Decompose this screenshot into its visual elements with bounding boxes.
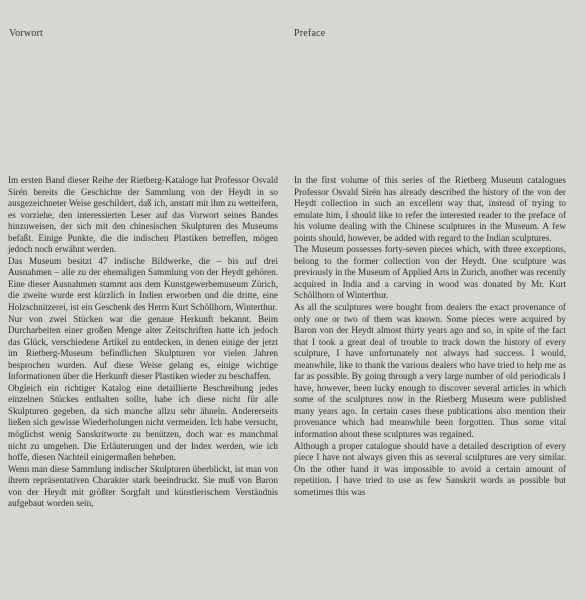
paragraph: In the first volume of this series of the Rietberg Museum catalogues Professor Osvald Sirén has already described the history of the von der Heydt collection in such an excellent way that, instead of trying to emulate him, I should like to refer the interested reader to the preface of his volume dealing with the Chinese sculptures in the Museum. A few points should, however, be added with regard to the Indian sculptures. bbox=[294, 175, 566, 243]
german-text-column bbox=[8, 175, 278, 510]
paragraph: As all the sculptures were bought from dealers the exact provenance of only one or two of them was known. Some pieces were acquired by Baron von der Heydt almost thirty years ago and so, in spite of the fact that I took a great deal of trouble to track down the history of every sculpture, I have unfortunately not always had success. I would, meanwhile, like to thank the various dealers who have tried to help me as far as possible. By going through a very large number of old periodicals I have, however, been lucky enough to discover several articles in which some of the sculptures now in the Rietberg Museum were published many years ago. In certain cases these publications also mention their provenance which had meanwhile been forgotten. Thus some vital information about these sculptures was regained. bbox=[294, 302, 566, 440]
heading-vorwort: Vorwort bbox=[9, 28, 43, 39]
paragraph: The Museum possesses forty-seven pieces which, with three exceptions, belong to the former collection von der Heydt. One sculpture was previously in the Museum of Applied Arts in Zurich, another was recently acquired in India and a carving in wood was donated by Mr. Kurt Schöllhorn of Winterthur. bbox=[294, 244, 566, 301]
paragraph: Although a proper catalogue should have a detailed description of every piece I have not always given this as several sculptures are very similar. On the other hand it was impossible to avoid a certain amount of repetition. I have tried to use as few Sanskrit words as possible but sometimes this was bbox=[294, 440, 566, 497]
paragraph: Das Museum besitzt 47 indische Bildwerke, die – bis auf drei Ausnahmen – alle zu der ehemaligen Sammlung von der Heydt gehören. Eine dieser Ausnahmen stammt aus dem Kunstgewerbemuseum Zürich, die zweite wurde erst kürzlich in Indien erworben und die dritte, eine Holzschnitzerei, ist ein Geschenk des Herrn Kurt Schöllhorn, Winterthur. bbox=[8, 255, 278, 313]
paragraph: Wenn man diese Sammlung indischer Skulpturen überblickt, ist man von ihrem repräsentativen Charakter stark beeindruckt. Sie muß von Baron von der Heydt mit größter Sorgfalt und künstlerischem Verständnis aufgebaut worden sein, bbox=[8, 463, 278, 509]
heading-preface: Preface bbox=[294, 28, 326, 39]
paragraph: Nur von zwei Stücken war die genaue Herkunft bekannt. Beim Durcharbeiten einer großen Menge alter Zeitschriften hatte ich jedoch das Glück, verschiedene Artikel zu entdecken, in denen einige der jetzt im Rietberg-Museum befindlichen Skulpturen vor vielen Jahren besprochen wurden. Auf diese Weise gelang es, einige wichtige Informationen über die Herkunft dieser Plastiken wieder zu beschaffen. bbox=[8, 313, 278, 382]
paragraph: Obgleich ein richtiger Katalog eine detaillierte Beschreibung jedes einzelnen Stückes enthalten sollte, habe ich diese nicht für alle Skulpturen gegeben, da sich manche allzu sehr ähneln. Andererseits ließen sich gewisse Wiederholungen nicht vermeiden. Ich habe versucht, möglichst wenig Sanskritworte zu benützen, doch war es manchmal nicht zu umgehen. Die Erläuterungen und der Index werden, wie ich hoffe, diesen Nachteil einigermaßen beheben. bbox=[8, 382, 278, 463]
paragraph: Im ersten Band dieser Reihe der Rietberg-Kataloge hat Professor Osvald Sirén bereits die Geschichte der Sammlung von der Heydt in so ausgezeichneter Weise geschildert, daß ich, anstatt mit ihm zu wetteifern, es vorziehe, den interessierten Leser auf das Vorwort seines Bandes hinzuweisen, der sich mit den chinesischen Skulpturen des Museums befaßt. Einige Punkte, die die indischen Plastiken betreffen, mögen jedoch noch erwähnt werden. bbox=[8, 175, 278, 255]
english-text-column bbox=[294, 175, 566, 498]
